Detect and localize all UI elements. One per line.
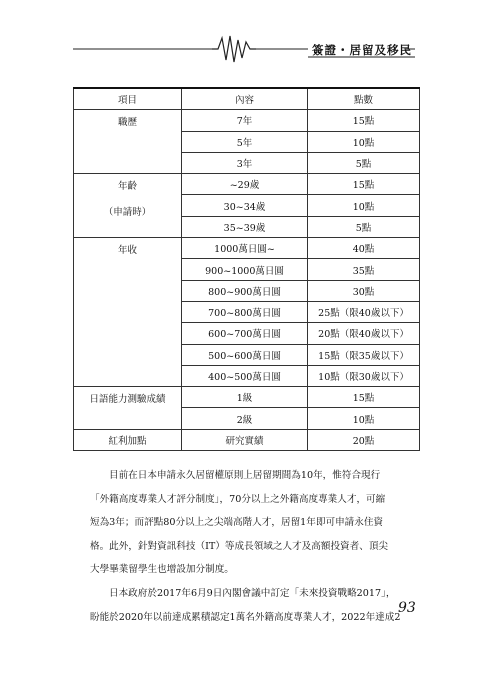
points-cell: 10點: [308, 131, 420, 152]
content-cell: 400~500萬日圓: [182, 365, 308, 386]
points-cell: 20點（限40歲以下）: [308, 323, 420, 344]
content-cell: 35~39歲: [182, 216, 308, 237]
table-row: [74, 429, 420, 450]
paragraph-line: 目前在日本申請永久居留權原則上居留期間為10年，惟符合現行: [109, 470, 381, 481]
category-cell: [74, 174, 182, 238]
content-cell: 1級: [182, 387, 308, 408]
paragraph-line: 盼能於2020年以前達成累積認定1萬名外籍高度專業人才，2022年達成2: [90, 611, 401, 623]
category-label: 紅利加點: [108, 435, 147, 447]
category-label: 年齡: [117, 181, 137, 193]
column-header: 點數: [308, 88, 420, 110]
content-cell: 研究實績: [182, 429, 308, 450]
column-header: 內容: [182, 88, 308, 110]
points-cell: 20點: [308, 429, 420, 450]
points-cell: 10點（限30歲以下）: [308, 365, 420, 386]
points-cell: 15點: [308, 387, 420, 408]
content-cell: ~29歲: [182, 174, 308, 195]
paragraph-line: 短為3年；而評點80分以上之尖端高階人才，居留1年即可申請永住資: [90, 517, 384, 529]
category-cell: [74, 387, 182, 430]
content-cell: 2級: [182, 408, 308, 429]
category-cell: [74, 429, 182, 450]
category-cell: [74, 238, 182, 387]
running-header: [0, 30, 480, 70]
table-row: [74, 387, 420, 408]
points-cell: 15點（限35歲以下）: [308, 344, 420, 365]
category-label: 日語能力測驗成績: [89, 394, 166, 406]
points-cell: 10點: [308, 195, 420, 216]
points-cell: 35點: [308, 259, 420, 280]
content-cell: 600~700萬日圓: [182, 323, 308, 344]
table-row: [74, 238, 420, 259]
page-number: 93: [398, 600, 416, 616]
category-cell: [74, 110, 182, 174]
category-label: 年收: [117, 245, 137, 257]
table-row: [74, 110, 420, 131]
points-table: [73, 87, 420, 451]
content-cell: 30~34歲: [182, 195, 308, 216]
category-label: 職歷: [117, 117, 137, 129]
content-cell: 1000萬日圓~: [182, 238, 308, 259]
column-header: 項目: [74, 88, 182, 110]
body-text: [90, 464, 412, 629]
paragraph-line: 「外籍高度專業人才評分制度」，70分以上之外籍高度專業人才，可縮: [90, 493, 386, 505]
content-cell: 800~900萬日圓: [182, 280, 308, 301]
points-cell: 40點: [308, 238, 420, 259]
content-cell: 900~1000萬日圓: [182, 259, 308, 280]
category-label: （申請時）: [103, 207, 152, 219]
points-cell: 5點: [308, 216, 420, 237]
chapter-title: 簽證・居留及移民: [312, 43, 412, 57]
points-cell: 10點: [308, 408, 420, 429]
points-cell: 30點: [308, 280, 420, 301]
content-cell: 5年: [182, 131, 308, 152]
points-cell: 25點（限40歲以下）: [308, 301, 420, 322]
content-cell: 7年: [182, 110, 308, 131]
table-header-row: [74, 88, 420, 110]
points-cell: 15點: [308, 174, 420, 195]
points-cell: 15點: [308, 110, 420, 131]
paragraph-line: 格。此外，針對資訊科技（IT）等成長領域之人才及高額投資者、頂尖: [90, 540, 389, 552]
table-row: [74, 174, 420, 195]
content-cell: 500~600萬日圓: [182, 344, 308, 365]
paragraph-line: 日本政府於2017年6月9日內閣會議中訂定「未來投資戰略2017」，: [109, 587, 396, 599]
content-cell: 3年: [182, 152, 308, 173]
points-cell: 5點: [308, 152, 420, 173]
content-cell: 700~800萬日圓: [182, 301, 308, 322]
paragraph-line: 大學畢業留學生也增設加分制度。: [90, 564, 234, 576]
